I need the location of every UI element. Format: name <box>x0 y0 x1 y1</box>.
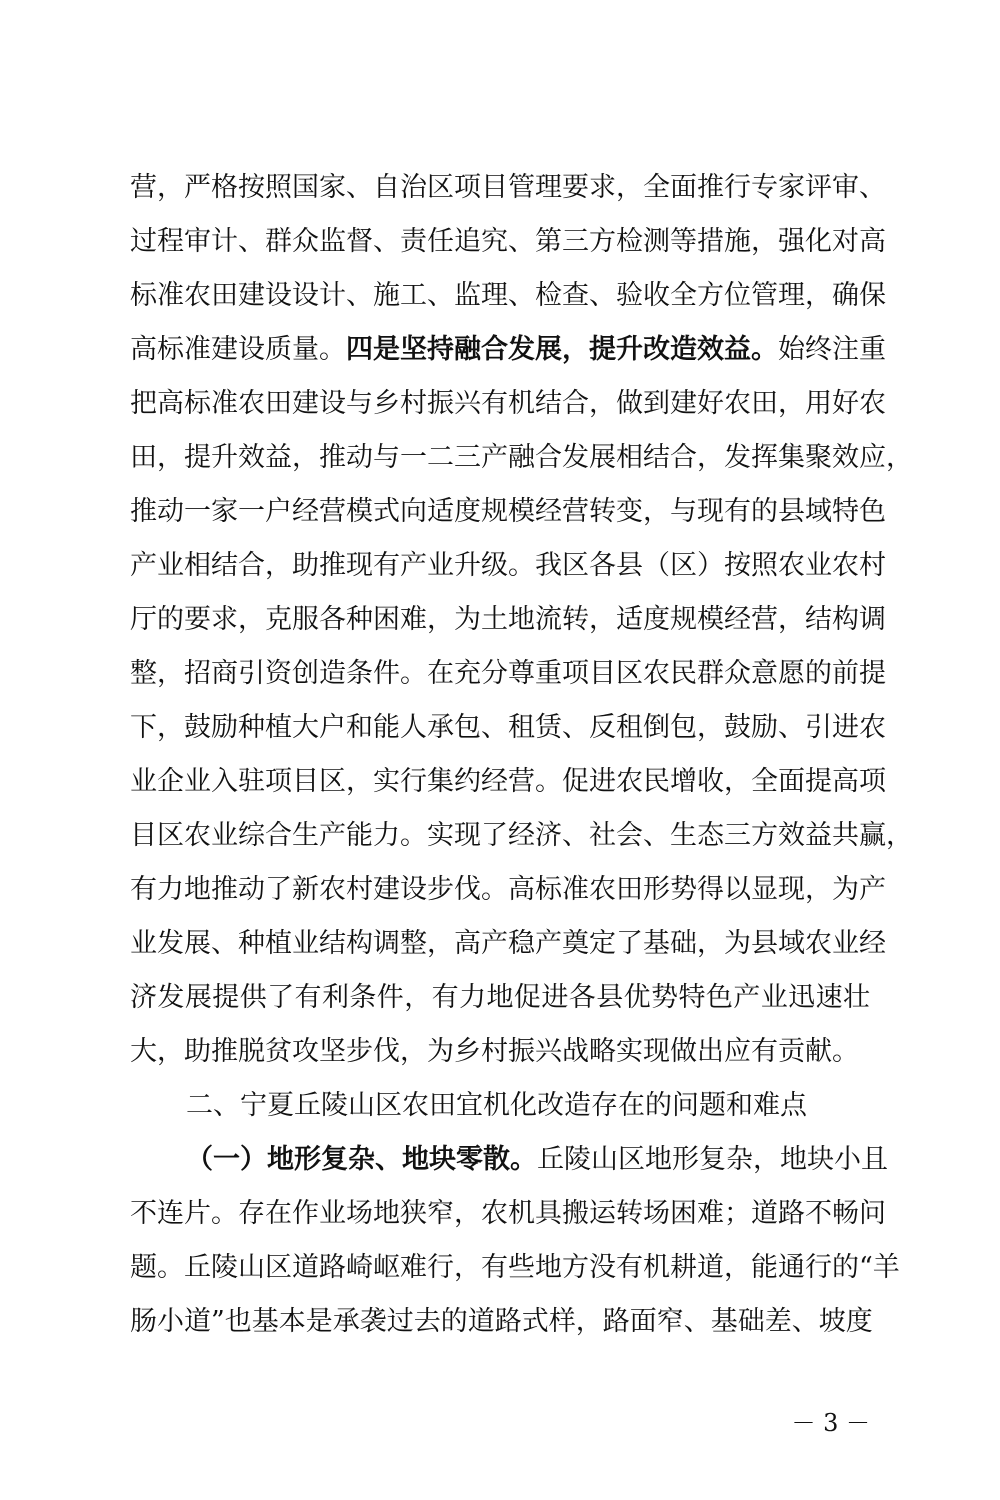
body-text-line: 推动一家一户经营模式向适度规模经营转变，与现有的县域特色 <box>130 496 886 527</box>
body-text-line: 下，鼓励种植大户和能人承包、租赁、反租倒包，鼓励、引进农 <box>130 712 886 743</box>
body-text-line: 标准农田建设设计、施工、监理、检查、验收全方位管理，确保 <box>130 280 886 311</box>
body-text-line: 目区农业综合生产能力。实现了经济、社会、生态三方效益共赢， <box>130 820 913 851</box>
bold-subheading: （一）地形复杂、地块零散。 <box>186 1144 537 1175</box>
body-text: 始终注重 <box>778 334 886 365</box>
body-text-line: 业企业入驻项目区，实行集约经营。促进农民增收，全面提高项 <box>130 766 886 797</box>
body-text-line <box>130 330 886 370</box>
body-text-line: 肠小道”也基本是承袭过去的道路式样，路面窄、基础差、坡度 <box>130 1306 873 1337</box>
body-text-line <box>130 1140 888 1180</box>
body-text: 丘陵山区地形复杂，地块小且 <box>537 1144 888 1175</box>
page-number: － 3 － <box>791 1409 870 1437</box>
body-text-line: 济发展提供了有利条件，有力地促进各县优势特色产业迅速壮 <box>130 982 870 1013</box>
body-text-line: 把高标准农田建设与乡村振兴有机结合，做到建好农田，用好农 <box>130 388 886 419</box>
body-text-line: 大，助推脱贫攻坚步伐，为乡村振兴战略实现做出应有贡献。 <box>130 1036 859 1067</box>
body-text-line: 有力地推动了新农村建设步伐。高标准农田形势得以显现，为产 <box>130 874 886 905</box>
body-text-line: 田，提升效益，推动与一二三产融合发展相结合，发挥集聚效应， <box>130 442 913 473</box>
body-text-line: 过程审计、群众监督、责任追究、第三方检测等措施，强化对高 <box>130 226 886 257</box>
body-text-line: 产业相结合，助推现有产业升级。我区各县（区）按照农业农村 <box>130 550 886 581</box>
body-text-line: 题。丘陵山区道路崎岖难行，有些地方没有机耕道，能通行的“羊 <box>130 1252 900 1283</box>
section-heading: 二、宁夏丘陵山区农田宜机化改造存在的问题和难点 <box>186 1090 807 1121</box>
body-text-line: 整，招商引资创造条件。在充分尊重项目区农民群众意愿的前提 <box>130 658 886 689</box>
body-text-line: 营，严格按照国家、自治区项目管理要求，全面推行专家评审、 <box>130 172 886 203</box>
body-text-line: 不连片。存在作业场地狭窄，农机具搬运转场困难；道路不畅问 <box>130 1198 886 1229</box>
body-text-line: 业发展、种植业结构调整，高产稳产奠定了基础，为县域农业经 <box>130 928 886 959</box>
body-text: 高标准建设质量。 <box>130 334 346 365</box>
bold-lead-phrase: 四是坚持融合发展，提升改造效益。 <box>346 334 778 365</box>
body-text-line: 厅的要求，克服各种困难，为土地流转，适度规模经营，结构调 <box>130 604 886 635</box>
